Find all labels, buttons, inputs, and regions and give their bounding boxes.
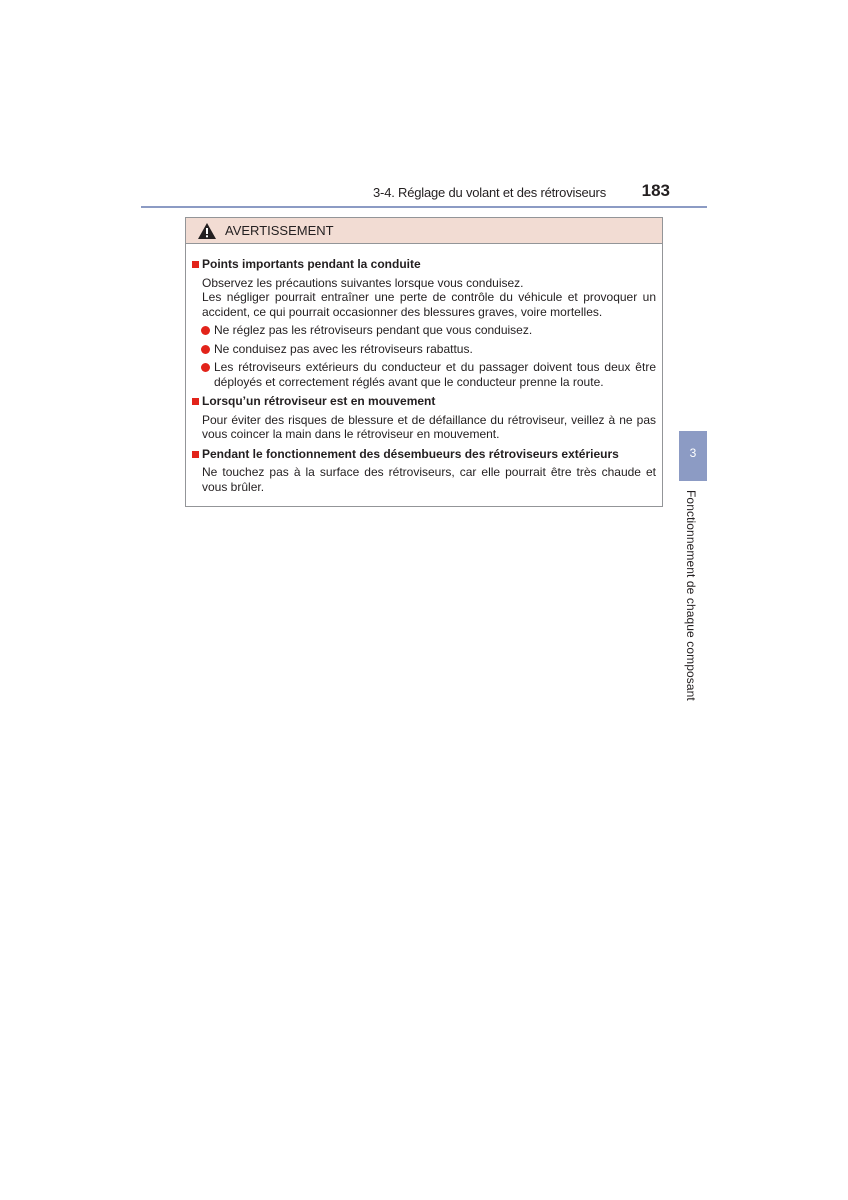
warning-triangle-icon	[197, 222, 217, 240]
chapter-tab: 3	[679, 431, 707, 481]
paragraph: Observez les précautions suivantes lorsque vous conduisez.	[202, 275, 524, 290]
page-number: 183	[641, 181, 670, 200]
paragraph: Ne touchez pas à la surface des rétroviseurs, car elle pourrait être très chaude et vous brûler.	[202, 465, 656, 494]
bullet-item	[192, 342, 656, 357]
red-dot-icon	[201, 345, 210, 354]
red-square-icon	[192, 451, 199, 458]
warning-body	[186, 244, 662, 494]
section-heading	[192, 447, 656, 462]
bullet-text: Ne réglez pas les rétroviseurs pendant que vous conduisez.	[214, 323, 533, 337]
section-heading-text: Pendant le fonctionnement des désembueurs des rétroviseurs extérieurs	[202, 446, 619, 461]
chapter-label: Fonctionnement de chaque composant	[684, 490, 698, 701]
section-heading-text: Lorsqu’un rétroviseur est en mouvement	[202, 394, 436, 408]
warning-header	[186, 218, 662, 244]
bullet-text: Ne conduisez pas avec les rétroviseurs rabattus.	[214, 341, 473, 356]
paragraph: Pour éviter des risques de blessure et de défaillance du rétroviseur, veillez à ne pas vous coincer la main dans le rétroviseur en mouvement.	[202, 412, 656, 441]
bullet-item	[192, 360, 656, 389]
section-heading	[192, 257, 656, 272]
paragraph: Les négliger pourrait entraîner une perte de contrôle du véhicule et provoquer un accident, ce qui pourrait occasionner des blessures graves, voire mortelles.	[202, 290, 656, 319]
header-rule	[141, 206, 707, 208]
bullet-item	[192, 323, 656, 338]
warning-box	[185, 217, 663, 507]
section-title: 3-4. Réglage du volant et des rétroviseurs	[373, 185, 606, 200]
red-dot-icon	[201, 326, 210, 335]
warning-title: AVERTISSEMENT	[225, 222, 334, 238]
red-square-icon	[192, 398, 199, 405]
section-heading	[192, 394, 656, 409]
red-square-icon	[192, 261, 199, 268]
red-dot-icon	[201, 363, 210, 372]
bullet-text: Les rétroviseurs extérieurs du conducteur et du passager doivent tous deux être déployés et correctement réglés avant que le conducteur prenne la route.	[214, 360, 656, 389]
section-heading-text: Points importants pendant la conduite	[202, 257, 421, 271]
